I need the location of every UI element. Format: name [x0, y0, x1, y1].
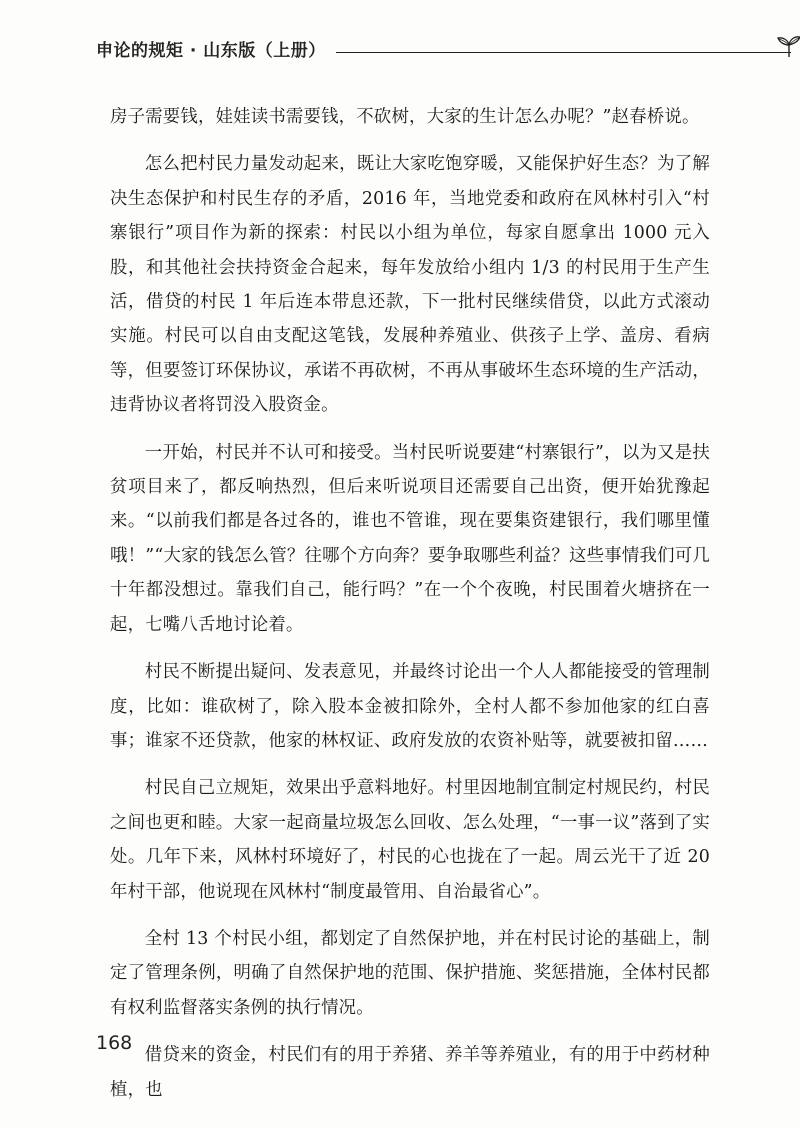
paragraph: 村民自己立规矩，效果出乎意料地好。村里因地制宜制定村规民约，村民之间也更和睦。大家一起商量垃圾怎么回收、怎么处理，“一事一议”落到了实处。几年下来，风林村环境好了，村民的心也拢在了一起。周云光干了近 20 年村干部，他说现在风林村“制度最管用、自治最省心”。 [110, 778, 710, 902]
paragraph: 借贷来的资金，村民们有的用于养猪、养羊等养殖业，有的用于中药材种植，也 [110, 1045, 710, 1100]
sprout-icon [774, 34, 800, 58]
running-header [96, 32, 716, 62]
header-title: 申论的规矩 · 山东版（上册） [96, 41, 326, 61]
header-rule [336, 52, 791, 53]
paragraph: 全村 13 个村民小组，都划定了自然保护地，并在村民讨论的基础上，制定了管理条例，明确了自然保护地的范围、保护措施、奖惩措施，全体村民都有权利监督落实条例的执行情况。 [110, 928, 710, 1018]
page-number: 168 [96, 1032, 133, 1054]
paragraph: 怎么把村民力量发动起来，既让大家吃饱穿暖，又能保护好生态？为了解决生态保护和村民生存的矛盾，2016 年，当地党委和政府在风林村引入“村寨银行”项目作为新的探索：村民以小组为单位，每家自愿拿出 1000 元入股，和其他社会扶持资金合起来，每年发放给小组内 1/3 的村民用于生产生活，借贷的村民 1 年后连本带息还款，下一批村民继续借贷，以此方式滚动实施。村民可以自由支配这笔钱，发展种养殖业、供孩子上学、盖房、看病等，但要签订环保协议，承诺不再砍树，不再从事破坏生态环境的生产活动，违背协议者将罚没入股资金。 [110, 154, 710, 416]
paragraph: 村民不断提出疑问、发表意见，并最终讨论出一个人人都能接受的管理制度，比如：谁砍树了，除入股本金被扣除外，全村人都不参加他家的红白喜事；谁家不还贷款，他家的林权证、政府发放的农资补贴等，就要被扣留…… [110, 662, 710, 751]
body-text [110, 100, 710, 1120]
paragraph: 房子需要钱，娃娃读书需要钱，不砍树，大家的生计怎么办呢？”赵春桥说。 [110, 107, 700, 127]
paragraph: 一开始，村民并不认可和接受。当村民听说要建“村寨银行”，以为又是扶贫项目来了，都反响热烈，但后来听说项目还需要自己出资，便开始犹豫起来。“以前我们都是各过各的，谁也不管谁，现在要集资建银行，我们哪里懂哦！”“大家的钱怎么管？往哪个方向奔？要争取哪些利益？这些事情我们可几十年都没想过。靠我们自己，能行吗？”在一个个夜晚，村民围着火塘挤在一起，七嘴八舌地讨论着。 [110, 442, 710, 635]
